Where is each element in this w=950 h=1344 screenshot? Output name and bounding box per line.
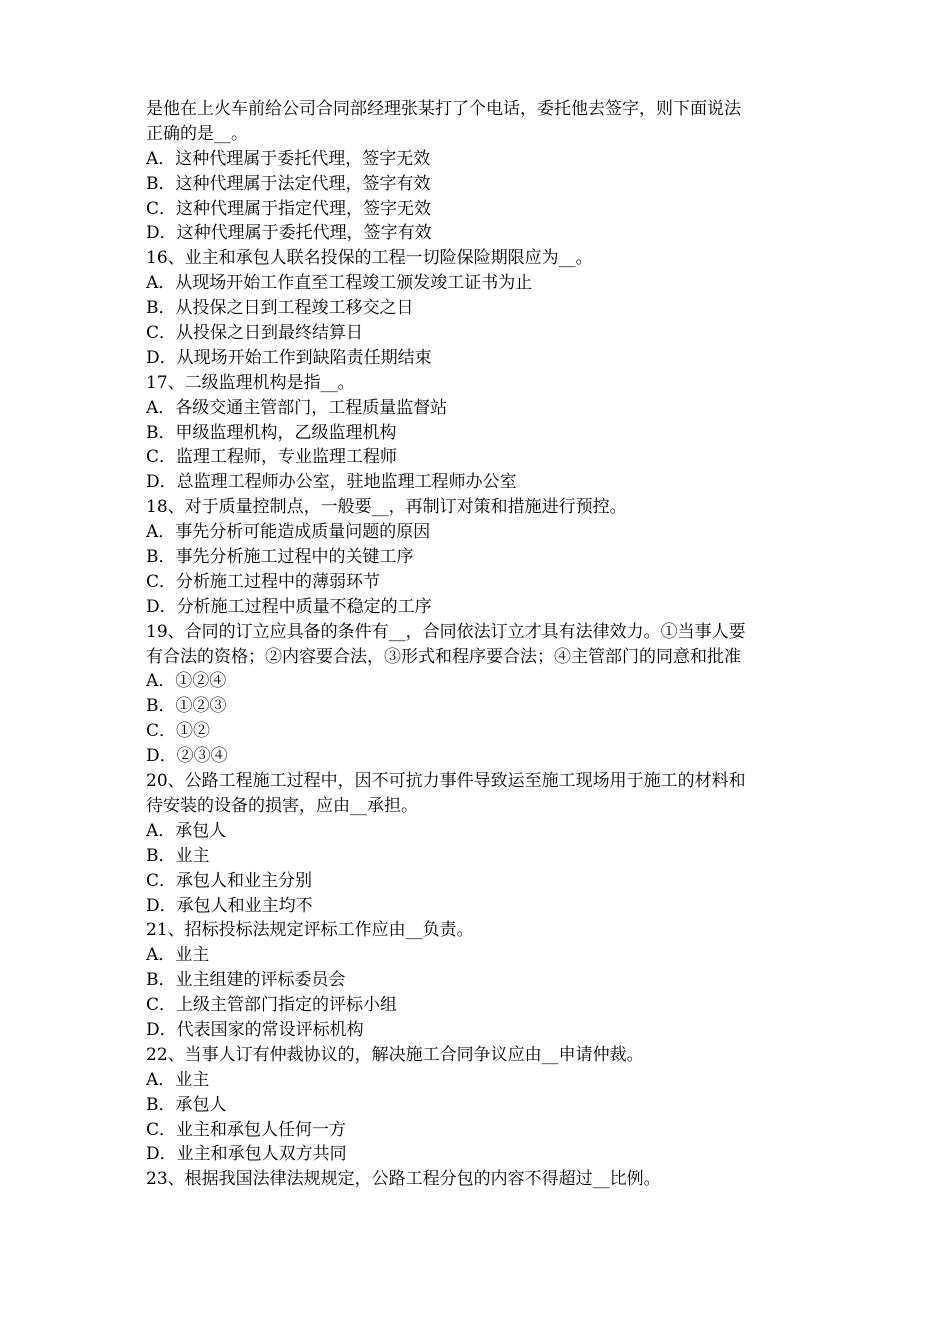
text-line: 17、二级监理机构是指__。 [146,372,355,393]
text-line: C．①② [146,721,211,742]
text-line: 19、合同的订立应具备的条件有__，合同依法订立才具有法律效力。①当事人要 [146,621,746,642]
text-line: B．承包人 [146,1094,227,1115]
text-line: D．承包人和业主均不 [146,895,313,916]
text-line: 20、公路工程施工过程中，因不可抗力事件导致运至施工现场用于施工的材料和 [146,771,746,792]
text-line: 有合法的资格；②内容要合法，③形式和程序要合法；④主管部门的同意和批准 [146,646,741,667]
text-line: C．这种代理属于指定代理，签字无效 [146,198,432,219]
text-line: B．①②③ [146,696,227,717]
text-line: B．业主 [146,845,210,866]
text-line: A．从现场开始工作直至工程竣工颁发竣工证书为止 [146,273,533,294]
text-line: A．事先分析可能造成质量问题的原因 [146,522,431,543]
text-line: C．承包人和业主分别 [146,870,313,891]
text-line: A．这种代理属于委托代理，签字无效 [146,148,431,169]
text-line: A．业主 [146,945,210,966]
text-line: B．甲级监理机构，乙级监理机构 [146,422,397,443]
text-line: C．业主和承包人任何一方 [146,1119,347,1140]
text-line: D．总监理工程师办公室，驻地监理工程师办公室 [146,472,517,493]
text-line: B．业主组建的评标委员会 [146,970,346,991]
text-line: D．代表国家的常设评标机构 [146,1019,364,1040]
text-line: D．分析施工过程中质量不稳定的工序 [146,596,432,617]
text-line: C．从投保之日到最终结算日 [146,323,364,344]
text-line: 是他在上火车前给公司合同部经理张某打了个电话，委托他去签字，则下面说法 [146,99,741,119]
text-line: C．上级主管部门指定的评标小组 [146,995,398,1016]
text-line: D．业主和承包人双方共同 [146,1144,347,1165]
document-body [146,97,816,1192]
text-line: 21、招标投标法规定评标工作应由__负责。 [146,920,474,941]
text-line: 18、对于质量控制点，一般要__，再制订对策和措施进行预控。 [146,497,627,518]
text-line: A．各级交通主管部门，工程质量监督站 [146,397,448,418]
text-line: C．分析施工过程中的薄弱环节 [146,571,381,592]
text-line: B．事先分析施工过程中的关键工序 [146,547,414,568]
text-line: D．从现场开始工作到缺陷责任期结束 [146,347,432,368]
text-line: A．承包人 [146,820,227,841]
text-line: 22、当事人订有仲裁协议的，解决施工合同争议应由__申请仲裁。 [146,1044,644,1065]
text-line: 23、根据我国法律法规规定，公路工程分包的内容不得超过__比例。 [146,1169,661,1190]
text-line: A．①②④ [146,671,227,692]
text-line: D．②③④ [146,746,228,767]
text-line: B．这种代理属于法定代理，签字有效 [146,173,431,194]
text-line: C．监理工程师，专业监理工程师 [146,447,398,468]
text-line: 待安装的设备的损害，应由__承担。 [146,795,418,816]
text-line: A．业主 [146,1069,210,1090]
text-line: B．从投保之日到工程竣工移交之日 [146,298,414,319]
text-line: 正确的是__。 [146,123,248,144]
text-line: 16、业主和承包人联名投保的工程一切险保险期限应为__。 [146,248,593,269]
text-line: D．这种代理属于委托代理，签字有效 [146,223,432,244]
